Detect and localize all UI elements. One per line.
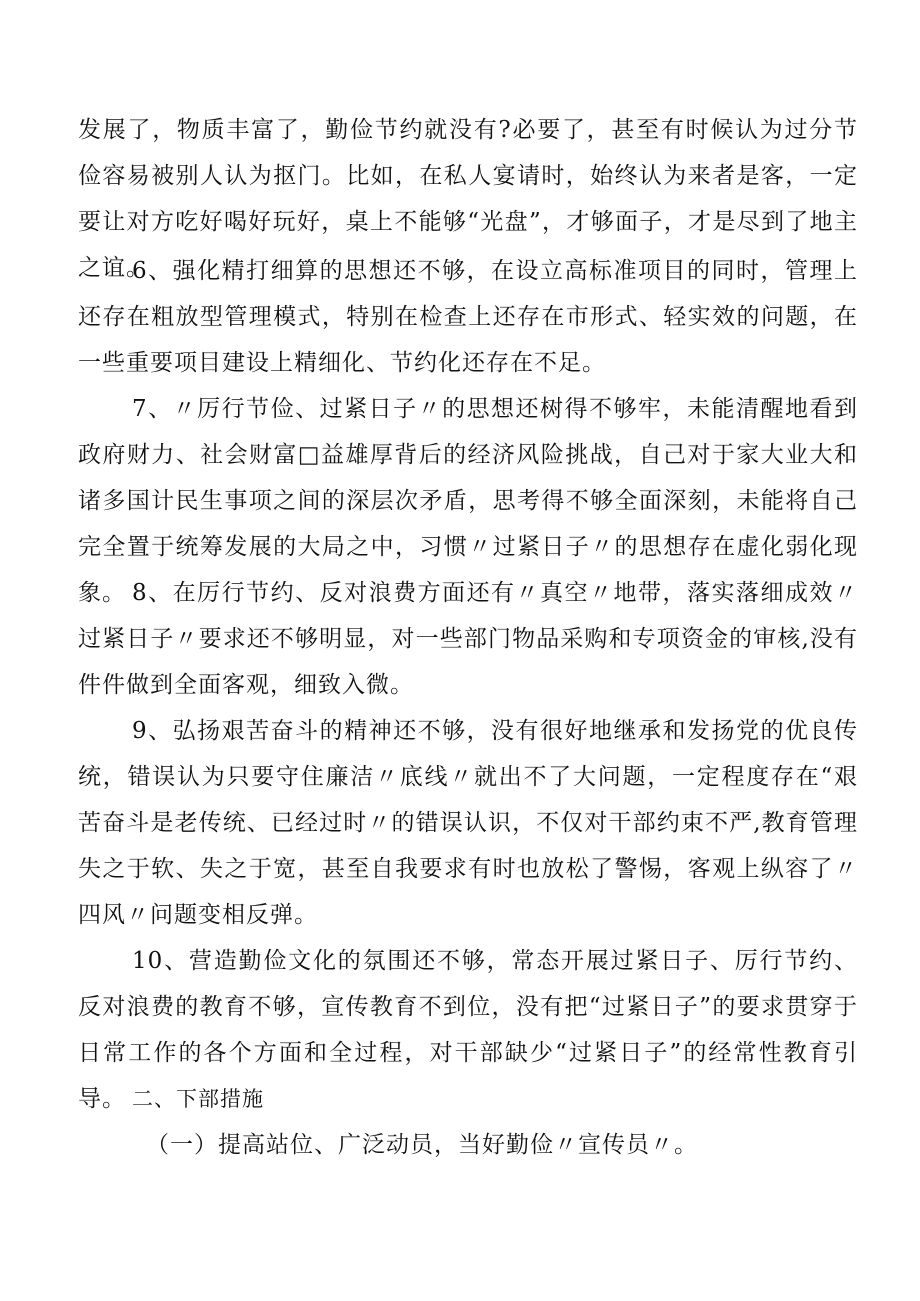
subsection-heading: （一）提高站位、广泛动员，当好勤俭〃宣传员〃。	[146, 1132, 698, 1158]
paragraph-item-7: 7、〃厉行节俭、过紧日子〃的思想还树得不够牢，未能清醒地看到政府财力、社会财富□益雄厚背后的经济风险挑战，自己对于家大业大和诸多国计民生事项之间的深层次矛盾，思考得不够全面深刻，未能将自己完全置于统筹发展的大局之中，习惯〃过紧日子〃的思想存在虚化弱化现象。	[78, 396, 858, 606]
paragraph-item-10: 10、营造勤俭文化的氛围还不够，常态开展过紧日子、厉行节约、反对浪费的教育不够，宣传教育不到位，没有把“过紧日子”的要求贯穿于日常工作的各个方面和全过程，对干部缺少“过紧日子”的经常性教育引导。	[78, 948, 858, 1112]
paragraph-continued-frugality: 发展了，物质丰富了，勤俭节约就没有?必要了，甚至有时候认为过分节俭容易被别人认为抠门。比如，在私人宴请时，始终认为来者是客，一定要让对方吃好喝好玩好，桌上不能够“光盘”，才够面子，才是尽到了地主之谊。	[78, 117, 858, 281]
paragraph-item-9: 9、弘扬艰苦奋斗的精神还不够，没有很好地继承和发扬党的优良传统，错误认为只要守住廉洁〃底线〃就出不了大问题，一定程度存在“艰苦奋斗是老传统、已经过时〃的错误认识，不仅对干部约束不严,教育管理失之于软、失之于宽，甚至自我要求有时也放松了警惕，客观上纵容了〃四风〃问题变相反弹。	[78, 718, 858, 928]
paragraph-item-8: 8、在厉行节约、反对浪费方面还有〃真空〃地带，落实落细成效〃过紧日子〃要求还不够明显，对一些部门物品采购和专项资金的审核,没有件件做到全面客观，细致入微。	[78, 580, 858, 698]
section-heading: 二、下部措施	[132, 1087, 264, 1111]
paragraph-item-6: 6、强化精打细算的思想还不够，在设立高标准项目的同时，管理上还存在粗放型管理模式，特别在检查上还存在市形式、轻实效的问题，在一些重要项目建设上精细化、节约化还存在不足。	[78, 258, 858, 376]
